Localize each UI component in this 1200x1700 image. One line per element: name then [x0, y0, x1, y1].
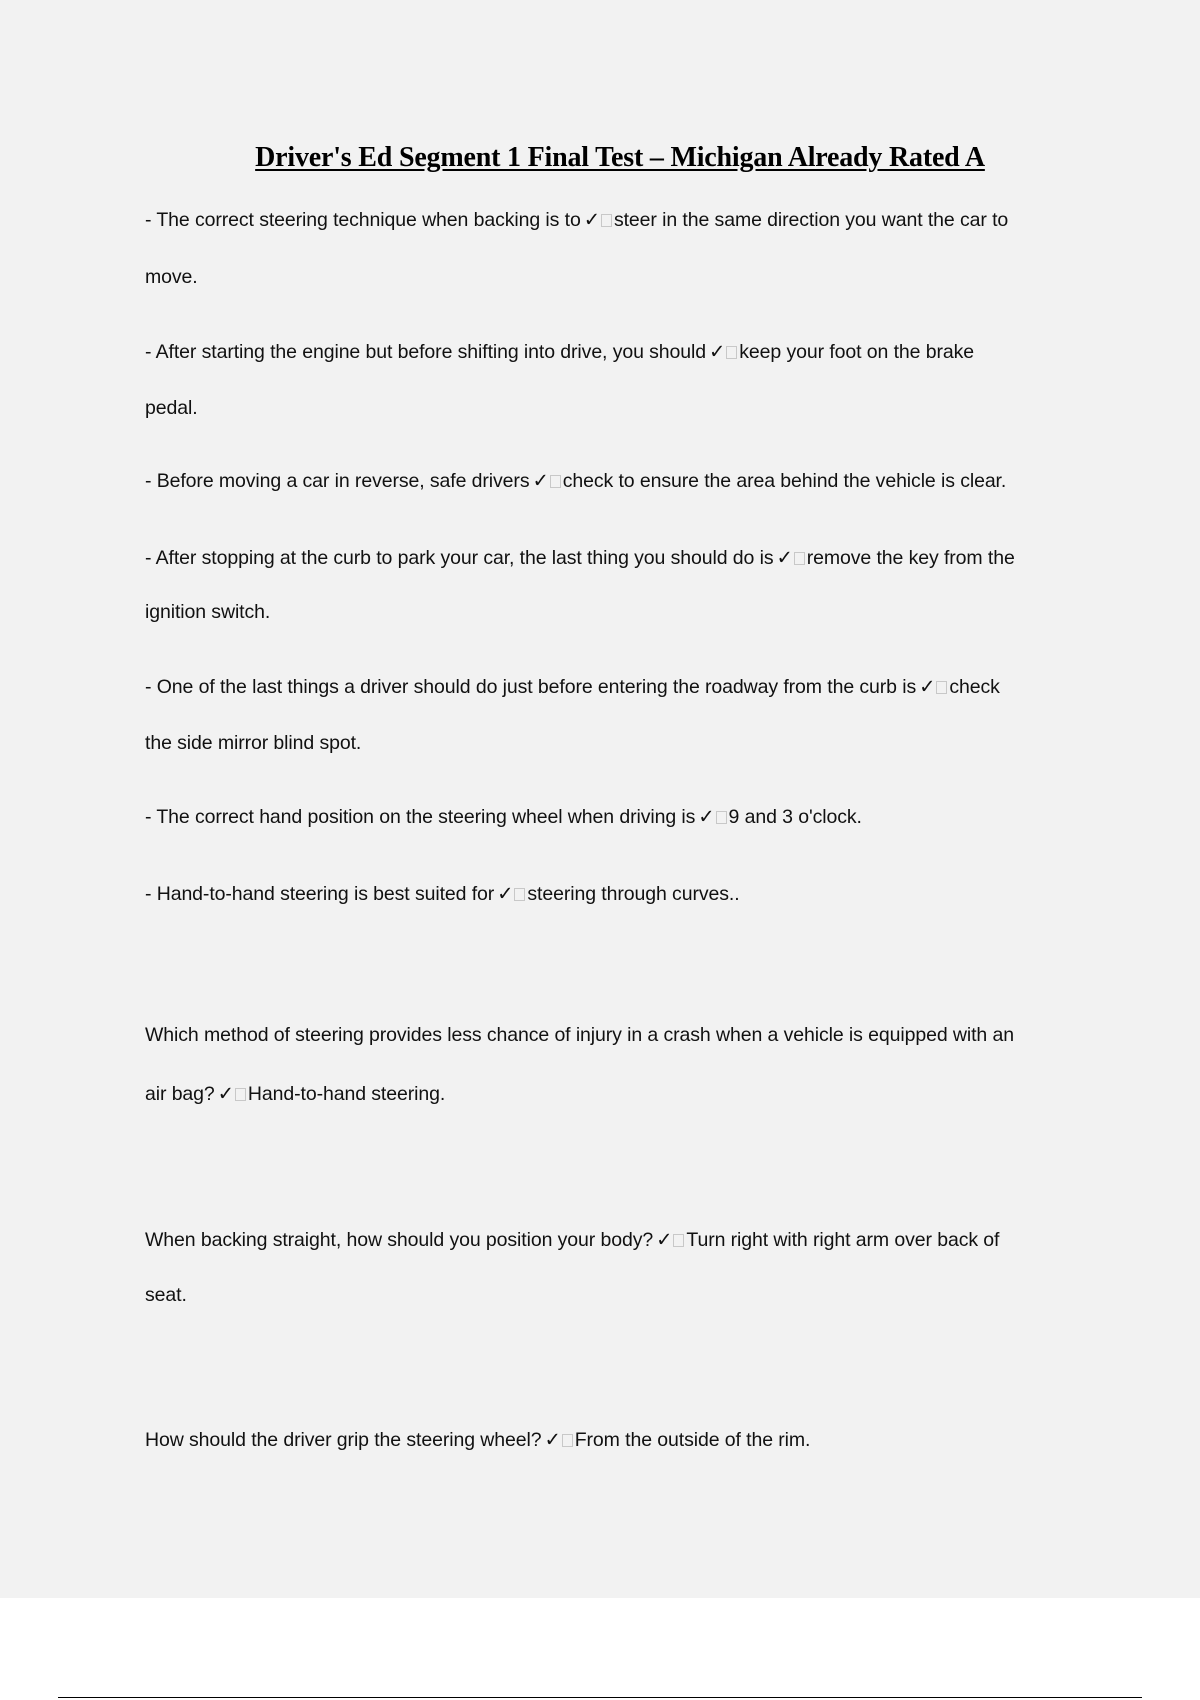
box-icon	[562, 1434, 573, 1447]
answer-text: 9 and 3 o'clock.	[728, 806, 862, 828]
check-icon: ✓	[656, 1228, 673, 1251]
answer-text: remove the key from the	[806, 547, 1015, 569]
answer-text: keep your foot on the brake	[739, 341, 974, 363]
box-icon	[936, 681, 947, 694]
question-text: - After starting the engine but before shifting into drive, you should	[145, 341, 707, 363]
answer-text: From the outside of the rim.	[574, 1429, 811, 1451]
document-title: Driver's Ed Segment 1 Final Test – Michigan Already Rated A	[255, 142, 985, 173]
check-icon: ✓	[919, 675, 936, 698]
question-text: - After stopping at the curb to park your car, the last thing you should do is	[145, 547, 774, 569]
question-line	[145, 546, 1015, 570]
question-line	[145, 1228, 999, 1252]
answer-text: Hand-to-hand steering.	[247, 1083, 446, 1105]
box-icon	[716, 811, 727, 824]
box-icon	[726, 346, 737, 359]
question-line	[145, 340, 974, 364]
box-icon	[550, 475, 561, 488]
check-icon: ✓	[497, 882, 514, 905]
check-icon: ✓	[217, 1082, 234, 1105]
answer-text: steer in the same direction you want the car to	[613, 209, 1009, 231]
answer-text: Turn right with right arm over back of	[686, 1229, 1000, 1251]
check-icon: ✓	[698, 805, 715, 828]
question-text: - Hand-to-hand steering is best suited for	[145, 883, 495, 905]
question-text: air bag?	[145, 1083, 215, 1105]
answer-text: check to ensure the area behind the vehicle is clear.	[562, 470, 1007, 492]
answer-continuation: the side mirror blind spot.	[145, 732, 362, 754]
question-text: - One of the last things a driver should do just before entering the roadway from the curb is	[145, 676, 917, 698]
check-icon: ✓	[776, 546, 793, 569]
question-text: - The correct hand position on the steering wheel when driving is	[145, 806, 696, 828]
answer-text: steering through curves..	[527, 883, 740, 905]
question-text: When backing straight, how should you position your body?	[145, 1229, 654, 1251]
check-icon: ✓	[532, 469, 549, 492]
answer-continuation: seat.	[145, 1284, 187, 1306]
question-line	[145, 208, 1008, 232]
check-icon: ✓	[583, 208, 600, 231]
answer-continuation: pedal.	[145, 397, 198, 419]
question-line	[145, 882, 740, 906]
footer-divider	[58, 1697, 1142, 1698]
question-line	[145, 1428, 810, 1452]
question-line	[145, 469, 1006, 493]
question-line	[145, 805, 862, 829]
box-icon	[601, 214, 612, 227]
box-icon	[794, 552, 805, 565]
question-line	[145, 675, 1000, 699]
question-text: How should the driver grip the steering wheel?	[145, 1429, 542, 1451]
question-text: - The correct steering technique when backing is to	[145, 209, 581, 231]
box-icon	[235, 1088, 246, 1101]
answer-continuation: move.	[145, 266, 198, 288]
answer-continuation: ignition switch.	[145, 601, 271, 623]
question-text: - Before moving a car in reverse, safe drivers	[145, 470, 530, 492]
question-line	[145, 1082, 445, 1106]
answer-text: check	[949, 676, 1000, 698]
box-icon	[673, 1234, 684, 1247]
check-icon: ✓	[544, 1428, 561, 1451]
box-icon	[514, 888, 525, 901]
question-line: Which method of steering provides less chance of injury in a crash when a vehicle is equipped with an	[145, 1024, 1014, 1046]
check-icon: ✓	[709, 340, 726, 363]
